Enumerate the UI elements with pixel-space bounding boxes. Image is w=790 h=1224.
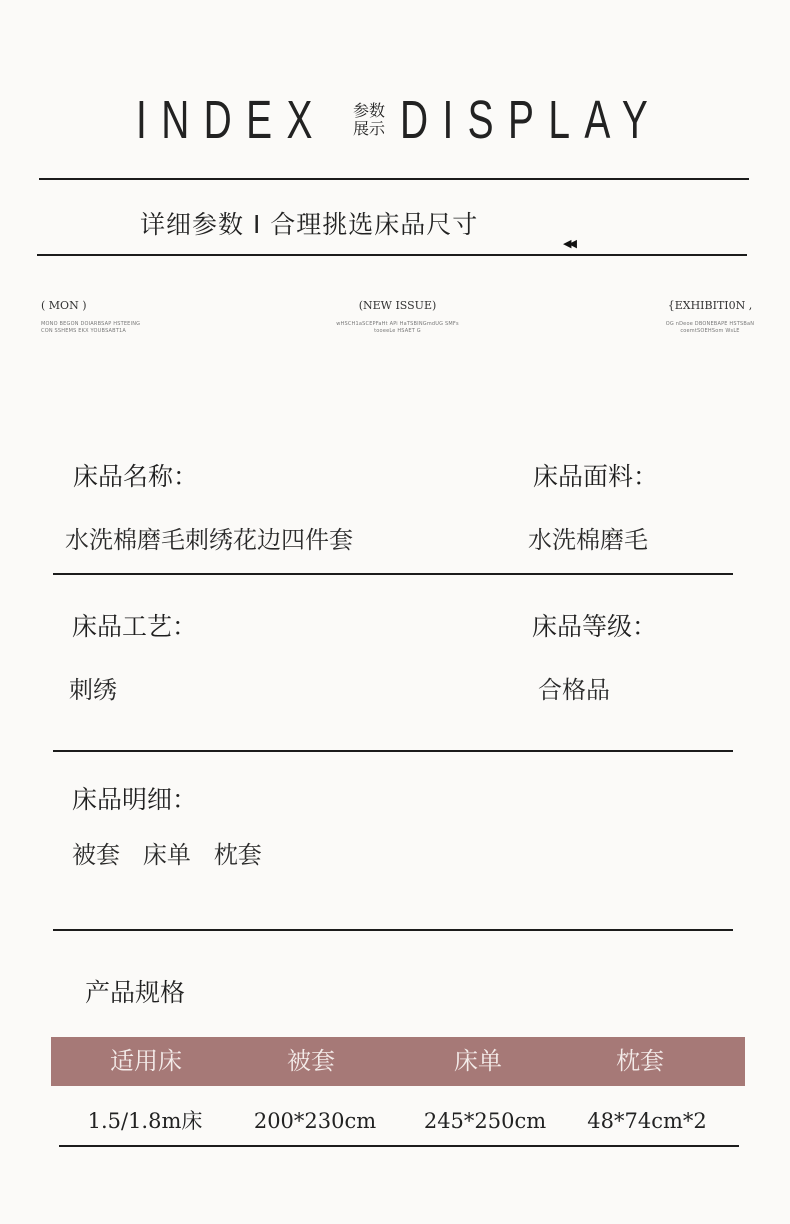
tag-mon	[41, 299, 191, 335]
header-small-caption	[353, 102, 385, 138]
index-display-header	[0, 90, 790, 150]
spec-cell-sheet: 245*250cm	[423, 1109, 547, 1133]
fabric-value: 水洗棉磨毛	[528, 526, 648, 554]
spec-cell-bed: 1.5/1.8m床	[87, 1109, 203, 1133]
grade-value: 合格品	[538, 676, 610, 704]
spec-table-bottom-rule	[59, 1145, 739, 1147]
tag-mon-fine: MONO BEGON DOIARBSAP HSTEEING CON SSHEMS EKX YOUBSABT1A	[41, 321, 141, 334]
section-divider-1	[53, 573, 733, 575]
section-divider-3	[53, 929, 733, 931]
header-small-top: 参数	[353, 101, 386, 120]
spec-header-duvet: 被套	[287, 1047, 335, 1075]
header-rule-top	[39, 178, 749, 180]
section-divider-2	[53, 750, 733, 752]
header-rule-bottom	[37, 254, 747, 256]
tag-exhibition	[660, 299, 760, 335]
tag-exhibition-title: {EXHIBITI0N ,	[667, 299, 753, 312]
tag-new-issue	[330, 299, 465, 335]
craft-value: 刺绣	[69, 676, 117, 704]
spec-table-header	[51, 1037, 745, 1086]
grade-label: 床品等级：	[532, 612, 658, 641]
tag-new-issue-title: (NEW ISSUE)	[358, 299, 437, 312]
craft-label: 床品工艺：	[72, 612, 198, 641]
tag-exhibition-fine: OG nDeoe DBONEBAPE HSTSBaN coemtSOEHSom WsLE	[665, 321, 755, 334]
tag-new-issue-fine: wHSCH1aSCEPFaHt APi HaTSBINGmdUG SMFs tooeeLe HSAET G	[336, 321, 459, 334]
fabric-label: 床品面料：	[533, 462, 659, 491]
detail-value: 被套 床单 枕套	[72, 841, 262, 869]
spec-cell-duvet: 200*230cm	[253, 1109, 377, 1133]
header-word-display: DISPLAY	[400, 90, 663, 150]
header-word-index: INDEX	[136, 90, 327, 150]
detail-label: 床品明细：	[72, 785, 198, 814]
spec-header-bed: 适用床	[110, 1047, 182, 1075]
rewind-arrows-icon: ◀◀	[563, 237, 574, 250]
header-small-bottom: 展示	[353, 119, 386, 138]
spec-title: 产品规格	[85, 978, 186, 1007]
product-name-value: 水洗棉磨毛刺绣花边四件套	[65, 526, 353, 554]
spec-header-pillowcase: 枕套	[616, 1047, 664, 1075]
product-name-label: 床品名称：	[73, 462, 199, 491]
spec-header-sheet: 床单	[454, 1047, 502, 1075]
tag-mon-title: ( MON )	[41, 299, 87, 312]
spec-cell-pillowcase: 48*74cm*2	[587, 1109, 707, 1133]
subtitle: 详细参数 I 合理挑选床品尺寸	[140, 210, 479, 239]
